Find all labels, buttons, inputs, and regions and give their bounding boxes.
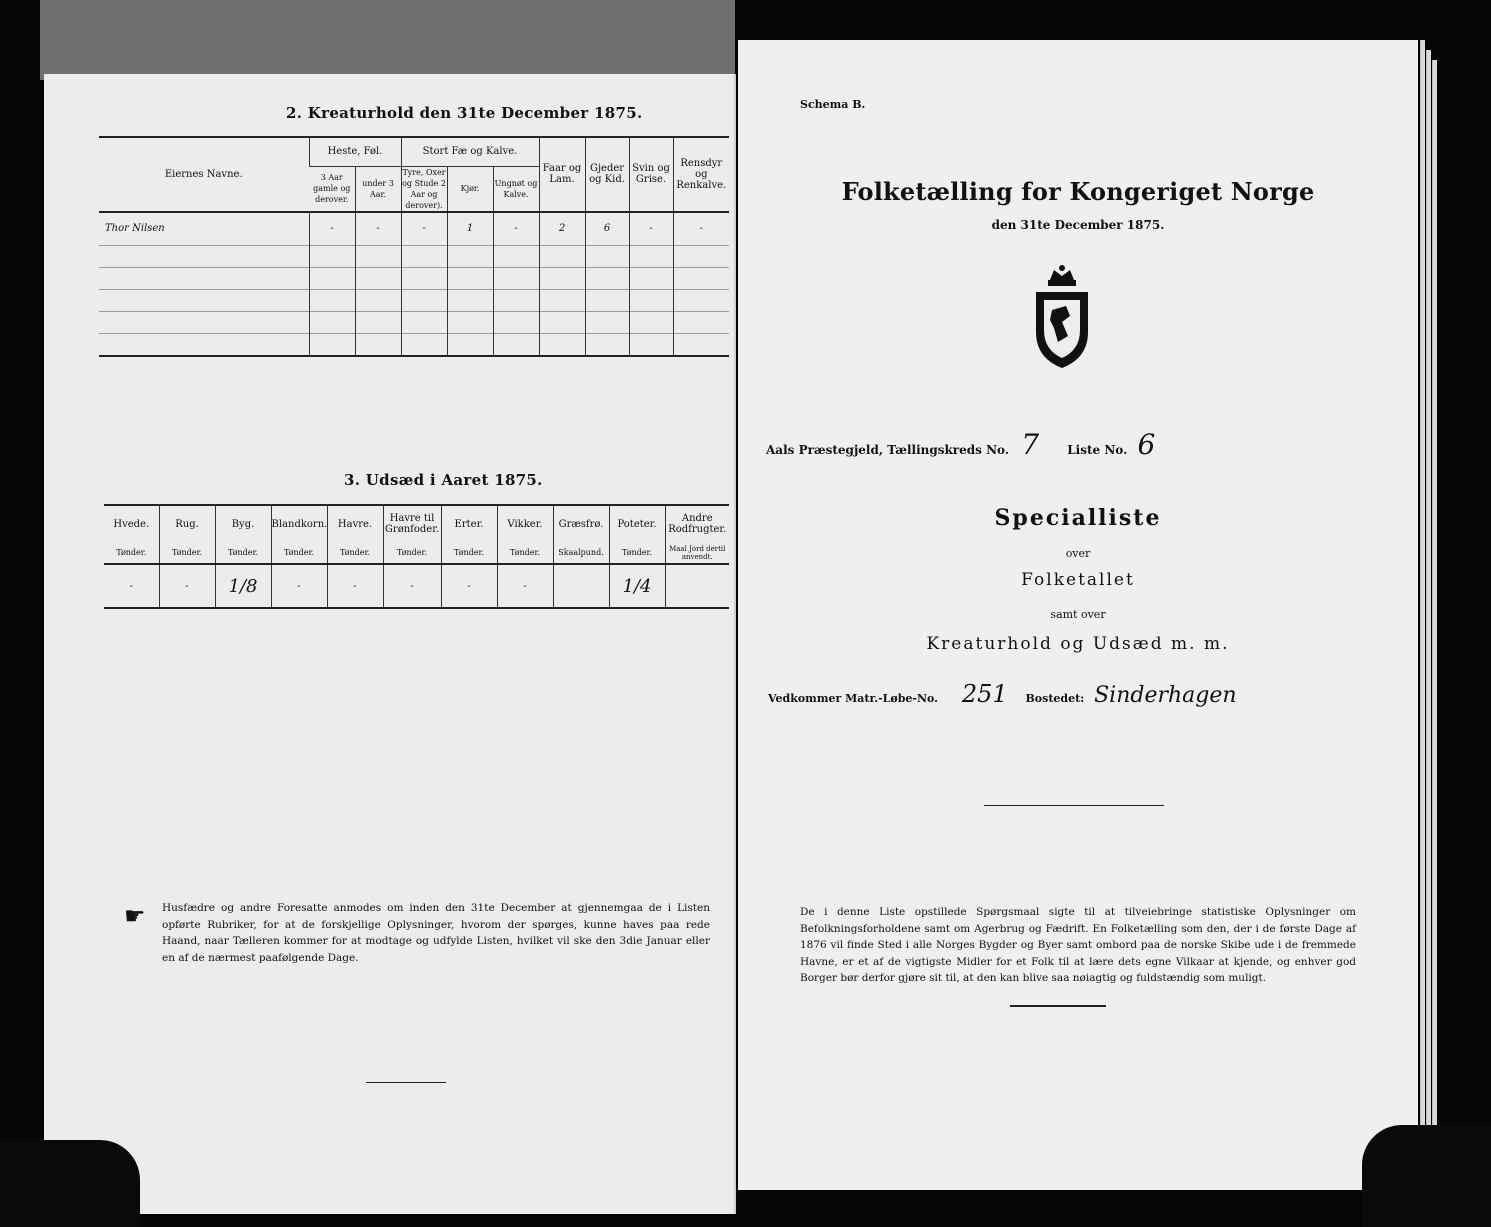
table-row — [99, 334, 729, 356]
section2-title: 2. Kreaturhold den 31te December 1875. — [286, 104, 643, 122]
cell-value: 1/4 — [609, 564, 665, 608]
unit-header: Tønder. — [383, 542, 441, 564]
owner-header: Eiernes Navne. — [164, 168, 243, 180]
main-title: Folketælling for Kongeriget Norge — [841, 177, 1315, 206]
pig-header: Svin og Grise. — [629, 138, 673, 212]
crop-header: Blandkorn. — [271, 506, 327, 542]
cattle-group-header: Stort Fæ og Kalve. — [401, 138, 539, 166]
schema-label: Schema B. — [800, 98, 866, 111]
cell-value: - — [401, 212, 447, 246]
cell-value: - — [271, 564, 327, 608]
crop-header: Poteter. — [609, 506, 665, 542]
goat-header: Gjeder og Kid. — [585, 138, 629, 212]
cell-value: 6 — [585, 212, 629, 246]
table-row — [99, 290, 729, 312]
crop-header: Græsfrø. — [553, 506, 609, 542]
district-number: 7 — [1021, 428, 1040, 461]
cell-value: - — [327, 564, 383, 608]
unit-header: Tønder. — [497, 542, 553, 564]
cows-header: Kjør. — [447, 166, 493, 212]
matr-number: 251 — [961, 680, 1008, 708]
crop-header: Havre. — [327, 506, 383, 542]
unit-header: Tønder. — [159, 542, 215, 564]
crop-header: Hvede. — [113, 518, 150, 530]
horse-under3-header: under 3 Aar. — [355, 166, 401, 212]
table-row — [99, 312, 729, 334]
list-number: 6 — [1137, 428, 1156, 461]
unit-header: Tønder. — [215, 542, 271, 564]
kreaturhold-heading: Kreaturhold og Udsæd m. m. — [926, 634, 1230, 654]
parish-name: Aals Præstegjeld, — [766, 443, 884, 457]
binding-clip — [0, 1140, 140, 1227]
table-row — [99, 246, 729, 268]
livestock-table — [99, 138, 729, 357]
parish-line — [766, 428, 1155, 461]
specialliste-heading: Specialliste — [994, 505, 1162, 531]
unit-header: Tønder. — [441, 542, 497, 564]
unit-header: Tønder. — [609, 542, 665, 564]
crop-header: Rug. — [159, 506, 215, 542]
unit-header: Skaalpund. — [553, 542, 609, 564]
bulls-header: Tyre, Oxer og Stude 2 Aar og derover). — [402, 167, 446, 210]
sheep-header: Faar og Lam. — [539, 138, 585, 212]
unit-header: Tønder. — [116, 548, 147, 557]
cell-value: - — [497, 564, 553, 608]
owner-name: Thor Nilsen — [105, 223, 165, 235]
cell-value: - — [493, 212, 539, 246]
bosted-label: Bostedet: — [1025, 692, 1085, 705]
unit-header: Tønder. — [271, 542, 327, 564]
over-text: over — [1065, 547, 1091, 560]
cell-value: 1 — [447, 212, 493, 246]
matr-label: Vedkommer Matr.-Løbe-No. — [768, 692, 938, 705]
table-row — [99, 268, 729, 290]
unit-header: Tønder. — [327, 542, 383, 564]
crop-header: Andre Rodfrugter. — [665, 506, 729, 542]
matr-line — [768, 680, 1237, 708]
horse-3yr-header: 3 Aar gamle og derover. — [309, 166, 355, 212]
table-row — [99, 212, 729, 246]
unit-header: Maal Jord dertil anvendt. — [665, 542, 729, 564]
cell-value: - — [309, 212, 355, 246]
page-edge — [1432, 60, 1437, 1170]
cell-value: - — [673, 212, 729, 246]
binding-clip — [1362, 1125, 1491, 1227]
samt-over-text: samt over — [1050, 608, 1106, 621]
reindeer-header: Rensdyr og Renkalve. — [673, 138, 729, 212]
cell-value: 1/8 — [215, 564, 271, 608]
cell-value — [665, 564, 729, 608]
cell-value: - — [355, 212, 401, 246]
left-page — [44, 74, 736, 1214]
notice-text: Husfædre og andre Foresatte anmodes om inden den 31te December at gjennemgaa de i Listen opførte Rubriker, for at de forskjellige Oplysninger, hvorom der spørges, kunne haves paa rede Haand, naar Tælleren kommer for at modtage og udfylde Listen, hvilket vil ske den 3die Januar eller en af de nærmest paafølgende Dage. — [162, 902, 710, 964]
scanner-background — [40, 0, 735, 80]
bosted-name: Sinderhagen — [1094, 683, 1237, 708]
crop-header: Byg. — [215, 506, 271, 542]
cell-value: - — [129, 580, 133, 592]
calves-header: Ungnøt og Kalve. — [493, 166, 539, 212]
cell-value: - — [441, 564, 497, 608]
page-edge — [1420, 40, 1425, 1190]
table-row — [104, 564, 729, 608]
cell-value: - — [383, 564, 441, 608]
crop-header: Vikker. — [497, 506, 553, 542]
cell-value: - — [629, 212, 673, 246]
pointing-hand-icon: ☛ — [124, 902, 146, 930]
census-date: den 31te December 1875. — [991, 218, 1165, 232]
sowing-table — [104, 506, 729, 609]
coat-of-arms-icon — [1032, 262, 1092, 374]
cell-value: 2 — [539, 212, 585, 246]
page-edge — [1426, 50, 1431, 1180]
district-label: Tællingskreds No. — [887, 443, 1010, 457]
crop-header: Havre til Grønfoder. — [383, 506, 441, 542]
section3-title: 3. Udsæd i Aaret 1875. — [344, 471, 543, 489]
horse-group-header: Heste, Føl. — [309, 138, 401, 166]
cell-value: - — [159, 564, 215, 608]
footnote-text: De i denne Liste opstillede Spørgsmaal sigte til at tilveiebringe statistiske Oplysninger om Befolkningsforholdene samt om Agerbrug og Fædrift. En Folketælling som den, der i de første Dage af 1876 vil finde Sted i alle Norges Bygder og Byer samt ombord paa de norske Skibe ude i de fremmede Havne, er et af de vigtigste Midler for et Folk til at lære dets egne Vilkaar at kjende, og enhver god Borger bør derfor gjøre sit til, at den kan blive saa nøiagtig og fuldstændig som muligt. — [800, 906, 1356, 984]
cell-value — [553, 564, 609, 608]
crop-header: Erter. — [441, 506, 497, 542]
folketallet-heading: Folketallet — [1021, 570, 1135, 590]
list-label: Liste No. — [1067, 443, 1128, 457]
right-page — [738, 40, 1418, 1190]
